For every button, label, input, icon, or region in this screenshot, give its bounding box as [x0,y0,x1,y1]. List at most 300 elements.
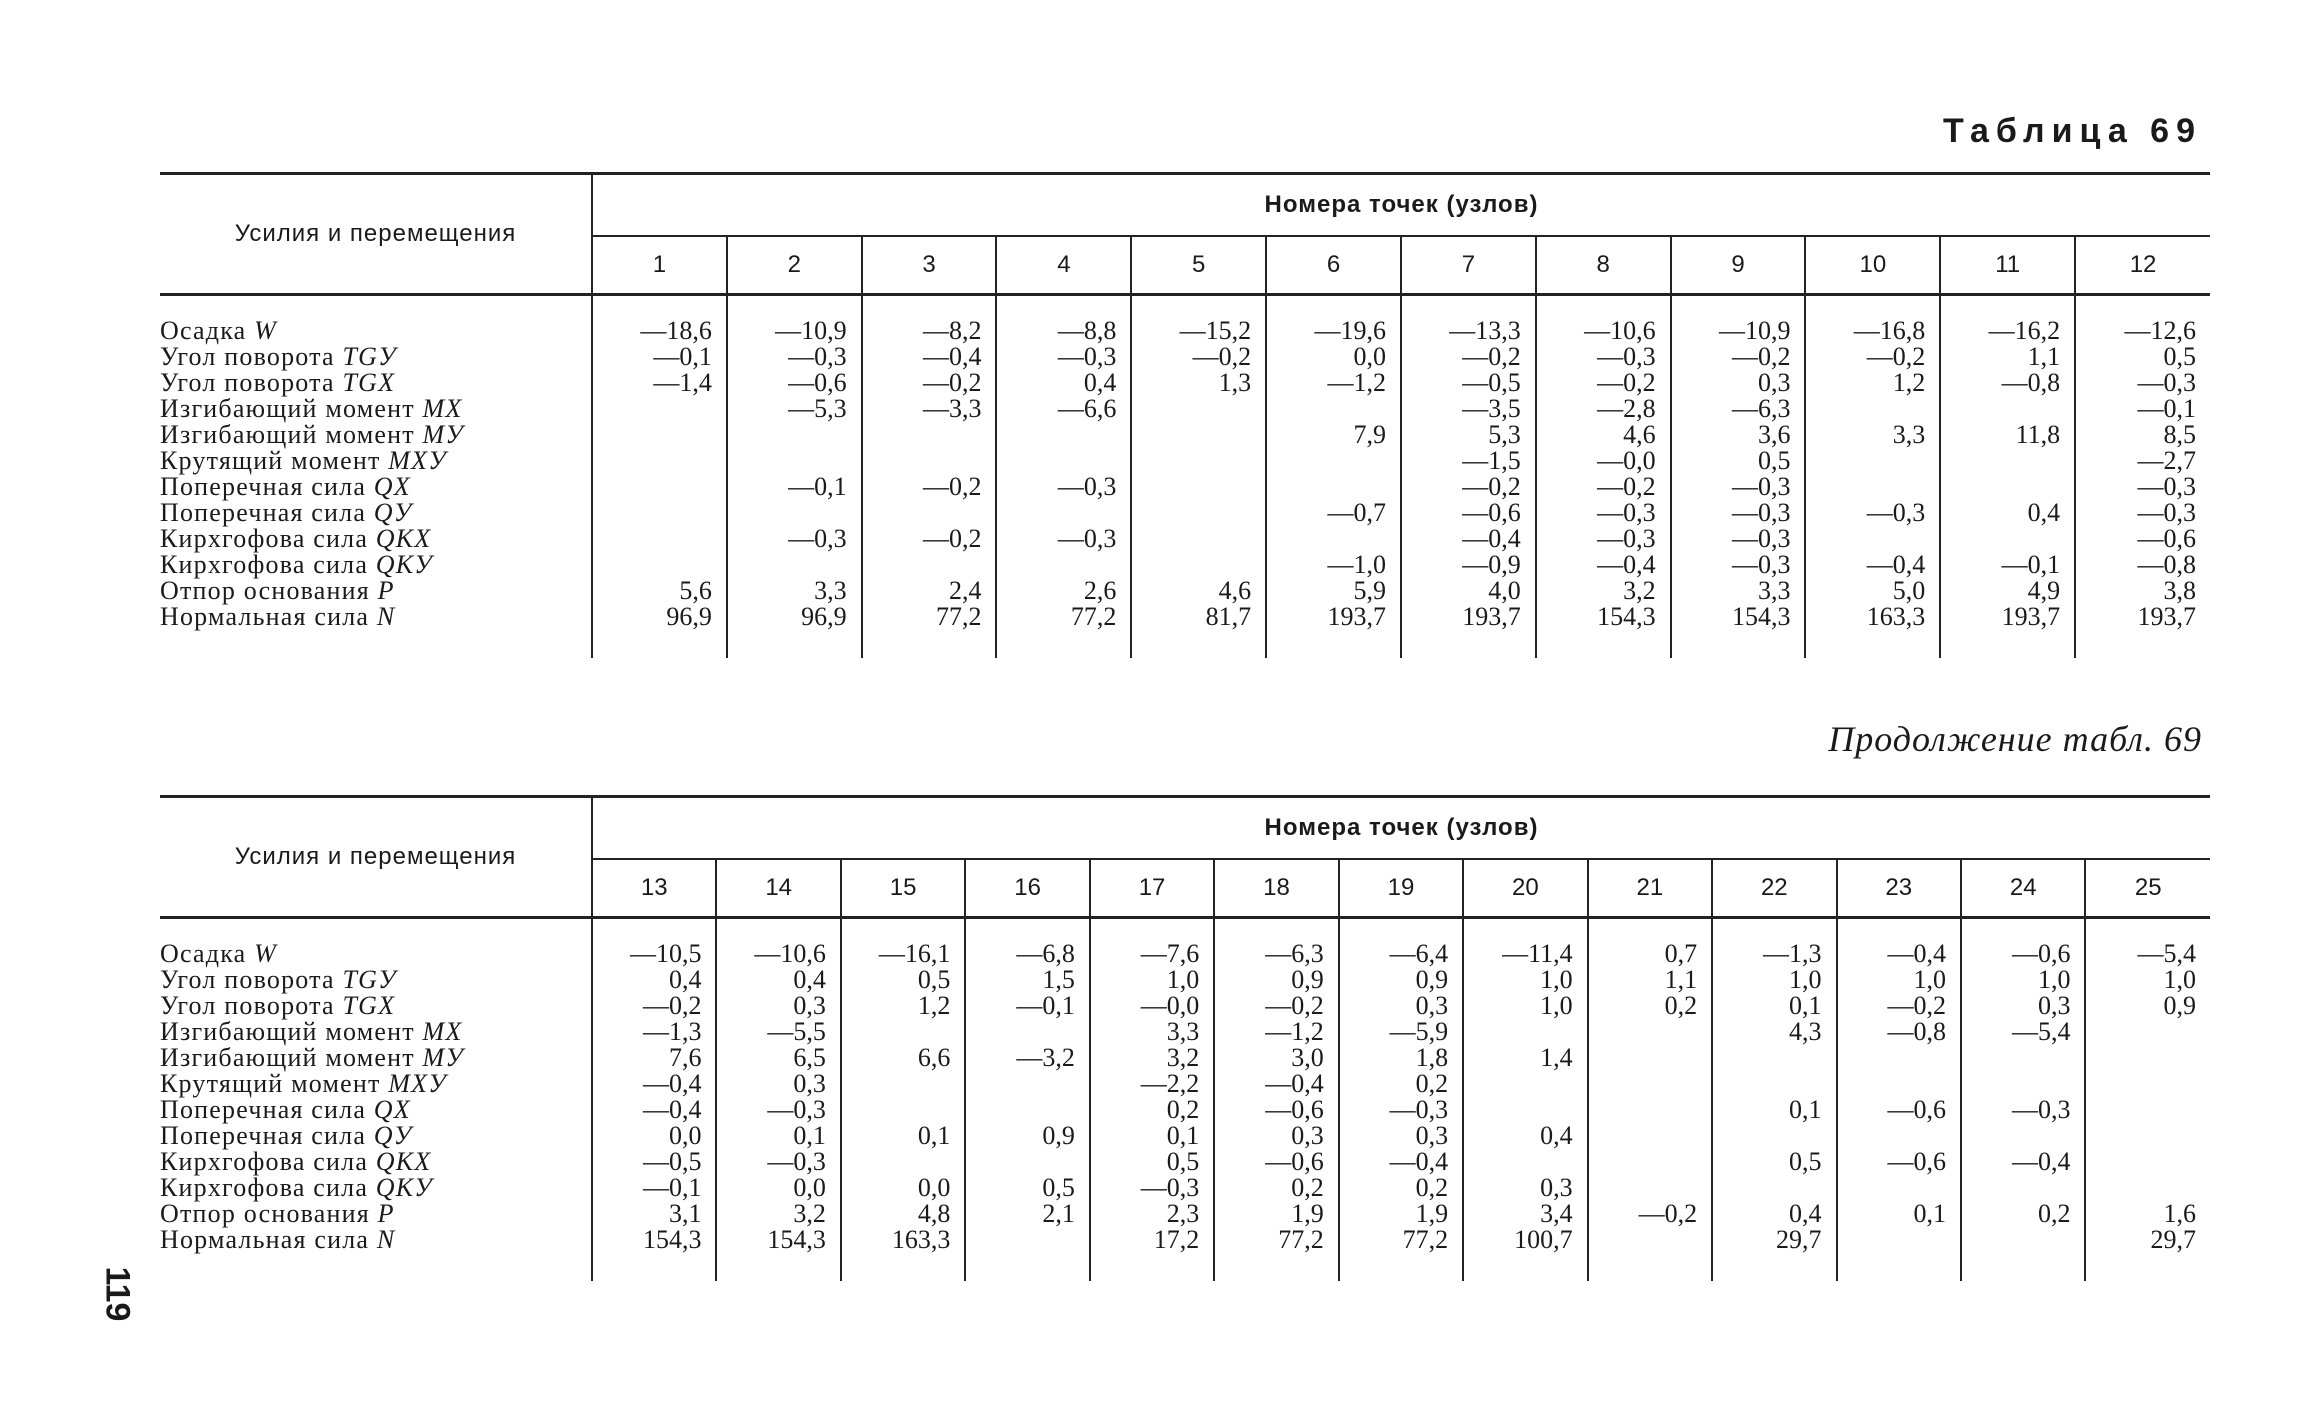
value-cell [592,422,727,448]
value-cell: 4,9 [1940,578,2075,604]
row-label [160,422,592,448]
value-cell: —16,8 [1805,295,1940,345]
value-cell: —0,6 [1214,1149,1338,1175]
value-cell [996,500,1131,526]
value-cell: 3,3 [1805,422,1940,448]
row-label-symbol: N [376,602,396,631]
value-cell: —5,3 [727,396,862,422]
row-label-symbol: MXУ [388,446,447,475]
row-label [160,448,592,474]
value-cell [1837,1227,1961,1281]
value-cell: —8,2 [862,295,997,345]
value-cell: —13,3 [1401,295,1536,345]
value-cell: —0,4 [592,1071,716,1097]
value-cell: 3,0 [1214,1045,1338,1071]
value-cell: 0,9 [2163,991,2196,1020]
value-cell [727,552,862,578]
row-label-symbol: TGУ [342,342,397,371]
row-label-text: Крутящий момент [160,1069,381,1098]
value-cell: —5,5 [716,1019,840,1045]
value-cell: —0,3 [2137,498,2196,527]
value-cell: 3,6 [1671,422,1806,448]
value-cell: 0,1 [1712,1097,1836,1123]
value-cell: 1,9 [1214,1201,1338,1227]
value-cell [1131,500,1266,526]
value-cell: 0,7 [1588,918,1712,968]
value-cell: —0,3 [996,474,1131,500]
value-cell [1837,1175,1961,1201]
value-cell: —0,2 [862,526,997,552]
table-row [160,422,2210,448]
row-label-text: Крутящий момент [160,446,381,475]
table-row [160,1175,2210,1201]
value-cell [1588,1149,1712,1175]
value-cell [2085,1123,2210,1149]
value-cell: 0,9 [1339,967,1463,993]
value-cell: —0,1 [1940,552,2075,578]
table-row [160,526,2210,552]
table-row [160,1097,2210,1123]
column-number: 7 [1401,236,1536,295]
value-cell: —0,2 [1536,474,1671,500]
value-cell: 1,0 [1090,967,1214,993]
value-cell: —0,3 [1536,526,1671,552]
value-cell: —6,3 [1214,918,1338,968]
value-cell [1588,1071,1712,1097]
value-cell [592,552,727,578]
value-cell: 0,1 [1837,1201,1961,1227]
column-number: 3 [862,236,997,295]
row-label-text: Поперечная сила [160,498,367,527]
table-row [160,993,2210,1019]
row-label-symbol: MX [422,1017,463,1046]
value-cell [1463,1071,1587,1097]
value-cell: —1,2 [1214,1019,1338,1045]
table-69 [160,172,2210,658]
value-cell: 154,3 [716,1227,840,1281]
value-cell: 1,2 [841,993,965,1019]
row-label-symbol: QKX [375,1147,432,1176]
value-cell: 0,0 [841,1175,965,1201]
column-number: 22 [1712,859,1836,918]
row-label-symbol: P [377,576,395,605]
row-label-symbol: QX [373,472,411,501]
value-cell [1961,1227,2085,1281]
value-cell: 0,2 [1214,1175,1338,1201]
value-cell [592,448,727,474]
value-cell: 0,0 [1266,344,1401,370]
column-number: 10 [1805,236,1940,295]
row-label-text: Кирхгофова сила [160,524,369,553]
value-cell: 4,0 [1401,578,1536,604]
value-cell: —0,3 [1671,552,1806,578]
table-row [160,1227,2210,1281]
value-cell [1588,1123,1712,1149]
table-row [160,344,2210,370]
value-cell: 0,5 [841,967,965,993]
value-cell: 0,3 [716,1071,840,1097]
page-number: 119 [98,1266,137,1322]
value-cell: 6,5 [716,1045,840,1071]
row-label-symbol: QKX [375,524,432,553]
value-cell: 77,2 [1339,1227,1463,1281]
row-label-text: Отпор основания [160,1199,370,1228]
value-cell [841,1071,965,1097]
row-label [160,918,592,968]
value-cell [592,396,727,422]
column-number: 25 [2085,859,2210,918]
value-cell [1712,1123,1836,1149]
row-label-text: Угол поворота [160,342,335,371]
value-cell: 0,3 [1339,993,1463,1019]
value-cell: —0,3 [727,526,862,552]
row-label [160,1201,592,1227]
value-cell: —7,6 [1090,918,1214,968]
value-cell: —0,2 [862,474,997,500]
row-label-symbol: W [254,939,277,968]
value-cell: —12,6 [2124,316,2196,345]
value-cell: 3,3 [727,578,862,604]
value-cell: 3,3 [1090,1019,1214,1045]
value-cell [1463,1097,1587,1123]
results-table [160,795,2210,1281]
value-cell: —0,2 [1401,474,1536,500]
table-row [160,1201,2210,1227]
value-cell: 0,9 [1214,967,1338,993]
value-cell: —1,4 [592,370,727,396]
row-label-text: Поперечная сила [160,472,367,501]
value-cell: —0,3 [1671,474,1806,500]
value-cell [965,1227,1089,1281]
value-cell [1712,1071,1836,1097]
row-label-symbol: MУ [422,1043,465,1072]
table-row [160,396,2210,422]
column-number: 2 [727,236,862,295]
value-cell [1463,1149,1587,1175]
value-cell [2085,1097,2210,1123]
row-label-text: Отпор основания [160,576,370,605]
value-cell: 0,9 [965,1123,1089,1149]
column-number: 16 [965,859,1089,918]
value-cell: 5,6 [592,578,727,604]
column-number: 13 [592,859,716,918]
value-cell: 3,2 [1090,1045,1214,1071]
column-number: 11 [1940,236,2075,295]
value-cell: —10,6 [716,918,840,968]
value-cell [1463,1019,1587,1045]
value-cell: 8,5 [2163,420,2196,449]
value-cell: 1,8 [1339,1045,1463,1071]
table-row [160,1045,2210,1071]
value-cell: —0,3 [996,526,1131,552]
value-cell [1940,396,2075,422]
table-row [160,604,2210,658]
row-header-cell: Усилия и перемещения [160,174,592,295]
row-label-symbol: TGУ [342,965,397,994]
value-cell: —0,6 [1401,500,1536,526]
table-row [160,295,2210,345]
column-number: 21 [1588,859,1712,918]
row-label-symbol: QX [373,1095,411,1124]
column-number: 14 [716,859,840,918]
value-cell: —0,3 [1961,1097,2085,1123]
value-cell [1131,422,1266,448]
value-cell [1837,1123,1961,1149]
table-row [160,500,2210,526]
value-cell [1131,552,1266,578]
value-cell: —0,3 [1671,526,1806,552]
table-row [160,1123,2210,1149]
row-label-text: Осадка [160,316,247,345]
value-cell: 11,8 [1940,422,2075,448]
value-cell [1805,474,1940,500]
row-label [160,578,592,604]
value-cell [727,448,862,474]
value-cell: —10,9 [727,295,862,345]
row-label-symbol: QKУ [375,1173,433,1202]
value-cell [862,552,997,578]
value-cell: —5,9 [1339,1019,1463,1045]
value-cell: —0,6 [1837,1097,1961,1123]
value-cell [592,526,727,552]
value-cell [1940,526,2075,552]
value-cell: 3,2 [1536,578,1671,604]
value-cell: 0,2 [1588,993,1712,1019]
value-cell: —0,3 [996,344,1131,370]
value-cell [965,1071,1089,1097]
row-label-text: Угол поворота [160,991,335,1020]
value-cell: 0,2 [1339,1071,1463,1097]
value-cell: —0,3 [1536,500,1671,526]
value-cell [2085,1071,2210,1097]
value-cell: 1,1 [1940,344,2075,370]
value-cell [1588,1045,1712,1071]
value-cell: 3,8 [2163,576,2196,605]
value-cell: —0,8 [1940,370,2075,396]
value-cell: —19,6 [1266,295,1401,345]
value-cell: 77,2 [1214,1227,1338,1281]
value-cell [592,474,727,500]
value-cell [1961,1175,2085,1201]
value-cell: —5,4 [1961,1019,2085,1045]
value-cell: 154,3 [1671,604,1806,658]
value-cell [1712,1045,1836,1071]
value-cell: —1,2 [1266,370,1401,396]
value-cell [862,500,997,526]
value-cell: —0,3 [2137,472,2196,501]
table-69-continued [160,795,2210,1281]
value-cell: 0,3 [1339,1123,1463,1149]
value-cell: 3,3 [1671,578,1806,604]
value-cell: 5,9 [1266,578,1401,604]
value-cell: —0,0 [1536,448,1671,474]
row-label [160,295,592,345]
value-cell: 2,6 [996,578,1131,604]
value-cell: 163,3 [841,1227,965,1281]
value-cell: —0,3 [727,344,862,370]
column-number: 9 [1671,236,1806,295]
row-header-cell: Усилия и перемещения [160,797,592,918]
value-cell: 154,3 [1536,604,1671,658]
value-cell: 0,5 [1671,448,1806,474]
value-cell: —0,2 [592,993,716,1019]
value-cell [1837,1071,1961,1097]
value-cell: 0,4 [592,967,716,993]
value-cell: —0,3 [1805,500,1940,526]
value-cell: 100,7 [1463,1227,1587,1281]
value-cell: —0,3 [2137,368,2196,397]
value-cell: 0,2 [1961,1201,2085,1227]
value-cell: —0,4 [1961,1149,2085,1175]
value-cell: 193,7 [1266,604,1401,658]
value-cell: —11,4 [1463,918,1587,968]
value-cell [1266,526,1401,552]
table-row [160,918,2210,968]
value-cell: 0,1 [716,1123,840,1149]
value-cell [1961,1071,2085,1097]
value-cell: 0,2 [1090,1097,1214,1123]
column-number: 24 [1961,859,2085,918]
value-cell: —0,4 [862,344,997,370]
value-cell: —0,0 [1090,993,1214,1019]
value-cell [727,422,862,448]
row-label [160,526,592,552]
value-cell: 0,4 [716,967,840,993]
value-cell: —0,9 [1401,552,1536,578]
value-cell: 0,5 [2163,342,2196,371]
row-label-symbol: TGX [342,991,396,1020]
row-label [160,967,592,993]
value-cell: 0,2 [1339,1175,1463,1201]
row-label [160,1097,592,1123]
value-cell: —1,5 [1401,448,1536,474]
value-cell [1961,1045,2085,1071]
value-cell [1131,448,1266,474]
value-cell: —0,3 [1671,500,1806,526]
value-cell [1940,448,2075,474]
value-cell: 0,3 [1671,370,1806,396]
value-cell: 1,0 [2163,965,2196,994]
value-cell [996,552,1131,578]
row-label-text: Изгибающий момент [160,394,415,423]
value-cell: —16,2 [1940,295,2075,345]
value-cell: 0,4 [1463,1123,1587,1149]
column-number: 15 [841,859,965,918]
column-number: 18 [1214,859,1338,918]
value-cell: —6,3 [1671,396,1806,422]
table-row [160,578,2210,604]
value-cell: 0,3 [1961,993,2085,1019]
table-row [160,474,2210,500]
value-cell [1266,396,1401,422]
value-cell: 5,3 [1401,422,1536,448]
value-cell: 29,7 [2150,1225,2196,1254]
value-cell [965,1019,1089,1045]
value-cell: —15,2 [1131,295,1266,345]
row-label-text: Угол поворота [160,965,335,994]
value-cell: —0,3 [1090,1175,1214,1201]
value-cell [1588,1175,1712,1201]
value-cell: —0,1 [2137,394,2196,423]
value-cell: 4,6 [1131,578,1266,604]
value-cell [1588,1227,1712,1281]
row-label-text: Поперечная сила [160,1121,367,1150]
value-cell [841,1019,965,1045]
value-cell: 193,7 [1940,604,2075,658]
value-cell [841,1149,965,1175]
value-cell: —2,7 [2137,446,2196,475]
row-label-text: Угол поворота [160,368,335,397]
value-cell: —0,4 [592,1097,716,1123]
value-cell [1266,474,1401,500]
continuation-caption: Продолжение табл. 69 [1828,719,2202,759]
row-label [160,1071,592,1097]
value-cell: —0,6 [1214,1097,1338,1123]
value-cell: —0,5 [1401,370,1536,396]
value-cell: —0,4 [1339,1149,1463,1175]
value-cell: —0,1 [965,993,1089,1019]
table-row [160,1071,2210,1097]
value-cell: —0,8 [2137,550,2196,579]
value-cell: 0,4 [1712,1201,1836,1227]
value-cell: 193,7 [1401,604,1536,658]
value-cell: 193,7 [2137,602,2196,631]
value-cell: 1,4 [1463,1045,1587,1071]
value-cell: —0,6 [1837,1149,1961,1175]
row-label [160,1175,592,1201]
value-cell: —0,2 [1401,344,1536,370]
value-cell [1805,526,1940,552]
value-cell: 2,1 [965,1201,1089,1227]
value-cell: 1,6 [2163,1199,2196,1228]
row-label [160,370,592,396]
row-label-text: Осадка [160,939,247,968]
value-cell: —0,2 [1671,344,1806,370]
row-label-symbol: QУ [373,1121,413,1150]
value-cell: —3,2 [965,1045,1089,1071]
row-label-text: Нормальная сила [160,602,370,631]
row-label-text: Кирхгофова сила [160,550,369,579]
value-cell: 96,9 [727,604,862,658]
value-cell [1131,526,1266,552]
value-cell: 0,1 [1712,993,1836,1019]
table-row [160,1019,2210,1045]
row-label [160,604,592,658]
value-cell [996,448,1131,474]
value-cell: —0,6 [1961,918,2085,968]
column-number: 12 [2075,236,2210,295]
value-cell: —0,5 [592,1149,716,1175]
column-number: 4 [996,236,1131,295]
row-label-text: Изгибающий момент [160,420,415,449]
value-cell: 1,3 [1131,370,1266,396]
value-cell [1712,1175,1836,1201]
value-cell: —0,4 [1401,526,1536,552]
table-row [160,1149,2210,1175]
value-cell: 2,3 [1090,1201,1214,1227]
row-label [160,993,592,1019]
value-cell [2085,1045,2210,1071]
value-cell: 0,5 [1090,1149,1214,1175]
row-label [160,1045,592,1071]
value-cell: 4,3 [1712,1019,1836,1045]
row-label [160,1149,592,1175]
results-table [160,172,2210,658]
row-label-symbol: W [254,316,277,345]
value-cell: —0,3 [1339,1097,1463,1123]
value-cell [1131,474,1266,500]
value-cell: 1,0 [1463,993,1587,1019]
